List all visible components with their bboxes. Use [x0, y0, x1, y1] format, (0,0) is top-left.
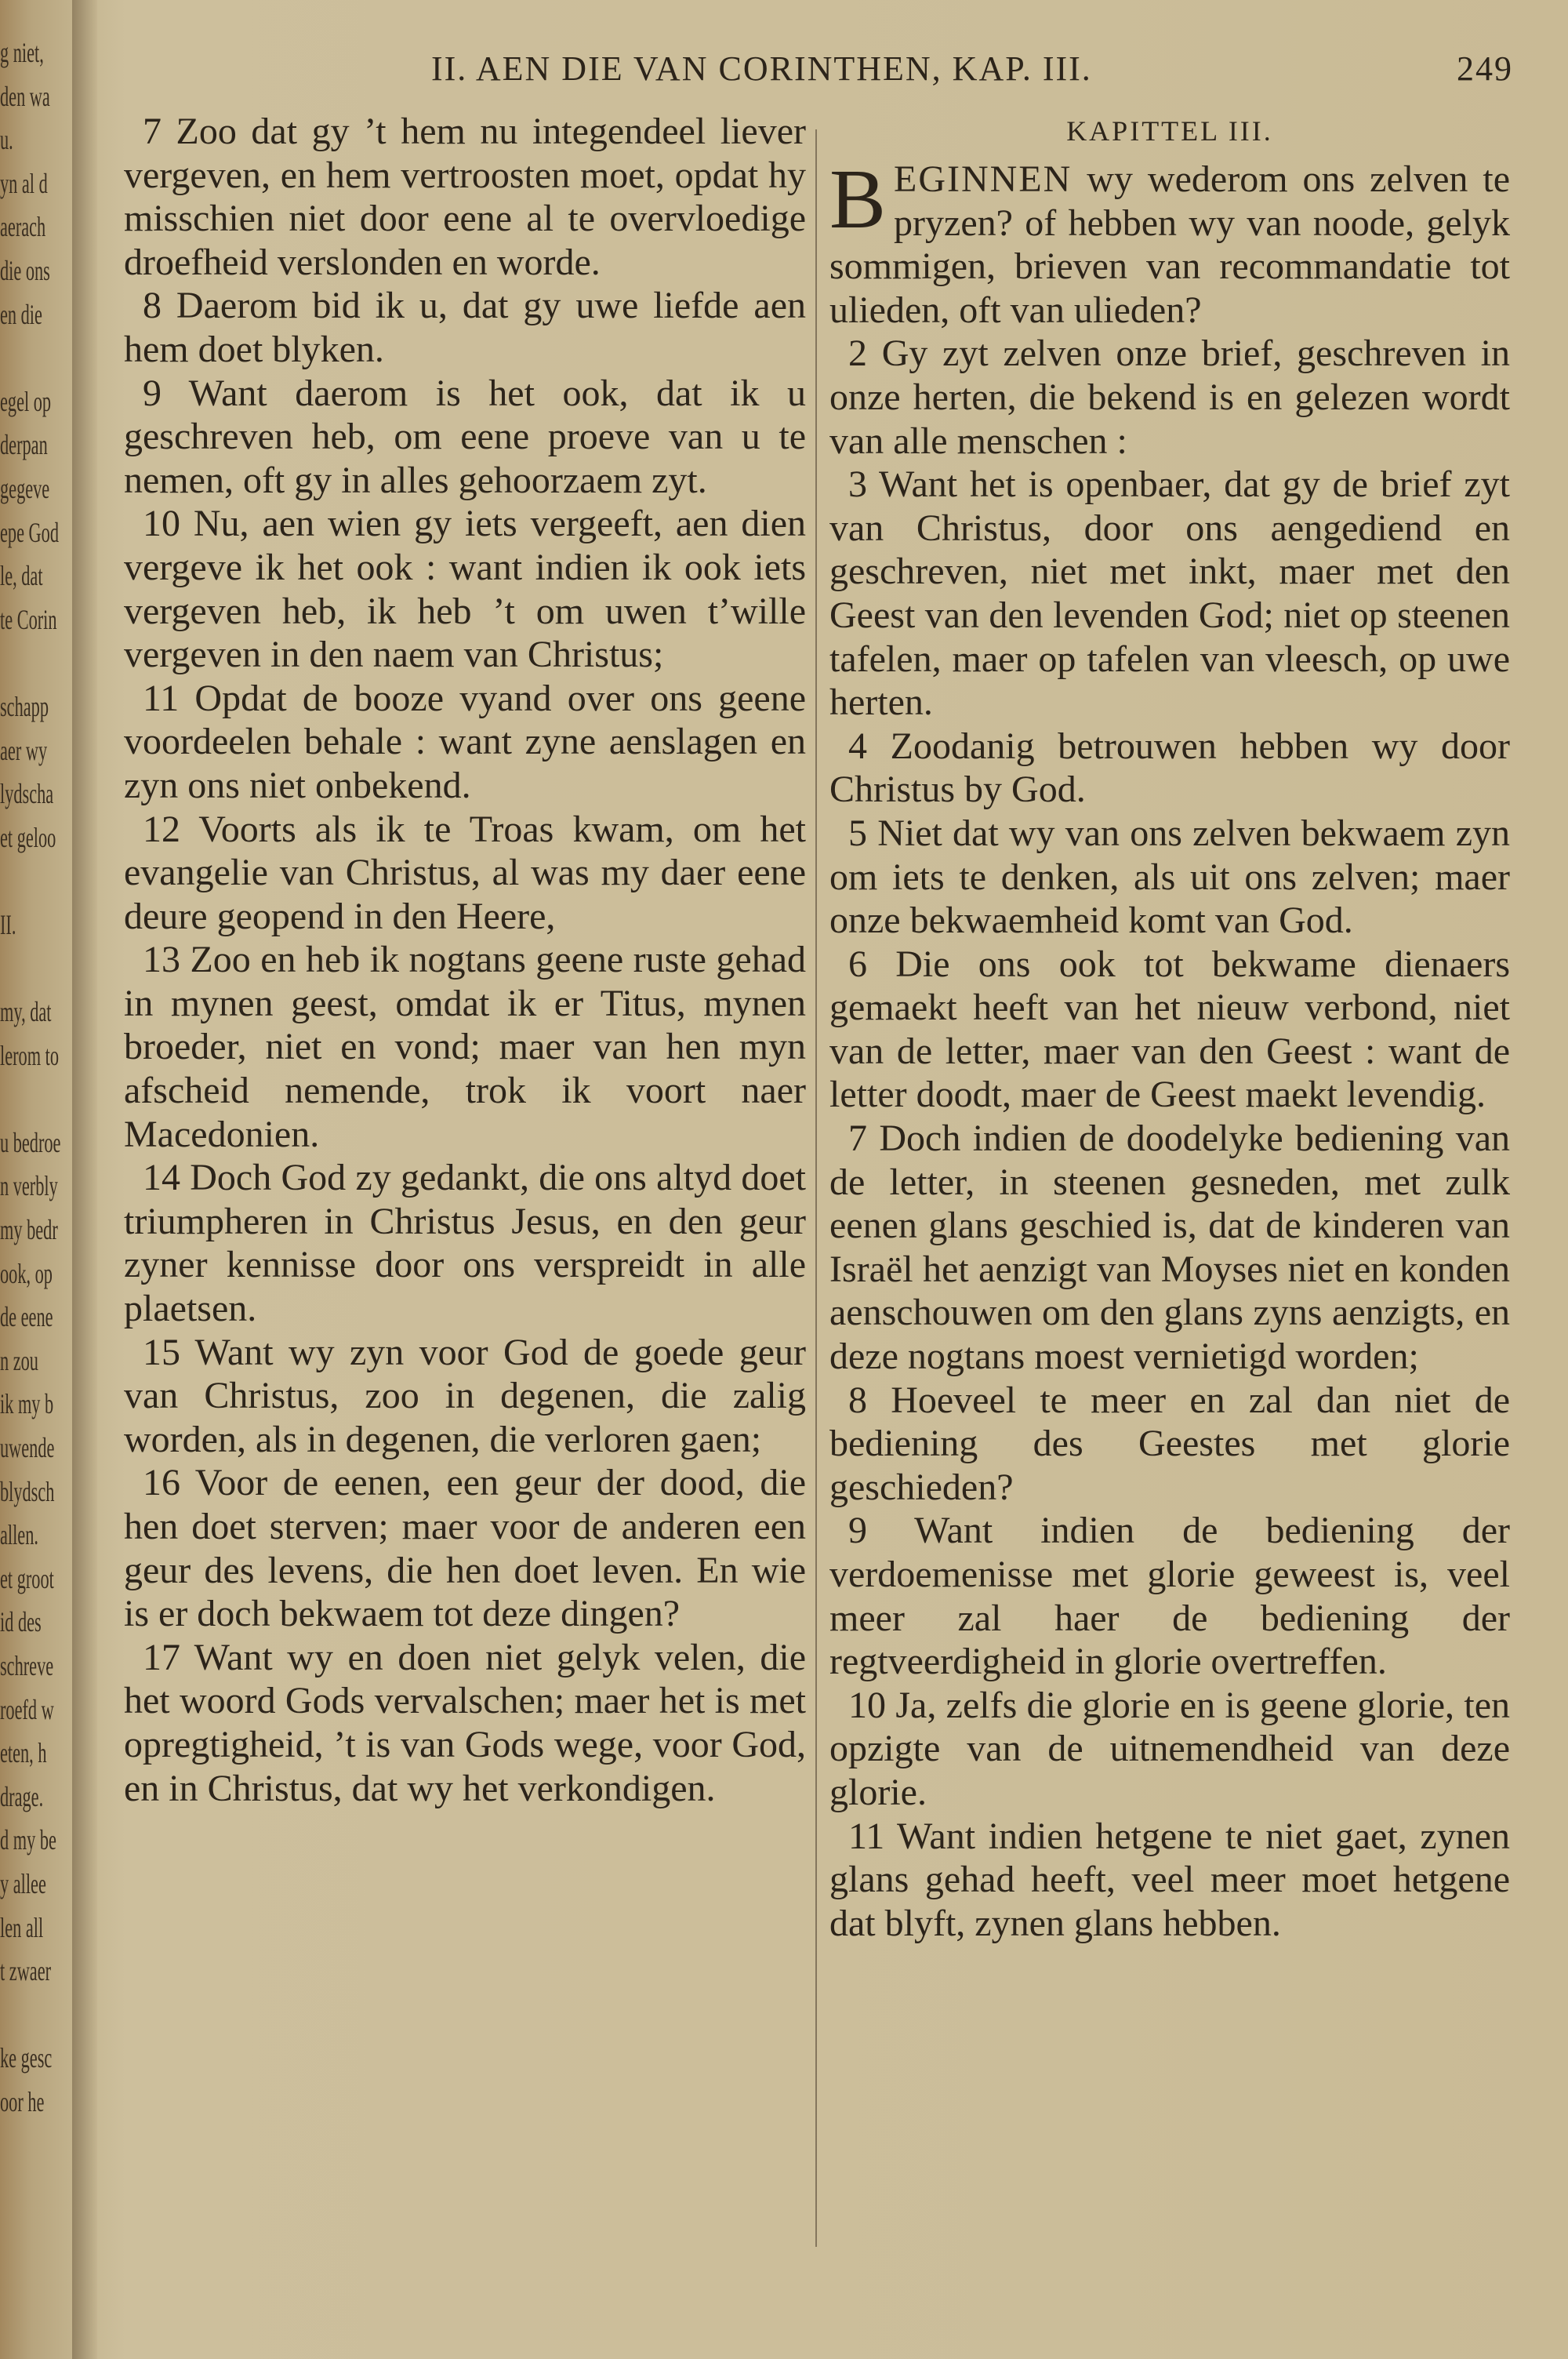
margin-bleed-line: le, dat [0, 560, 43, 592]
margin-bleed-line: die ons [0, 254, 50, 286]
margin-bleed-line: uwende [0, 1432, 55, 1463]
verse-14: 14 Doch God zy gedankt, die ons altyd doet triumpheren in Christus Jesus, en den geur zyner kennisse door ons verspreidt in alle plaetsen. [124, 1157, 806, 1330]
margin-bleed-line: schreve [0, 1649, 54, 1681]
margin-bleed-line: II. [0, 908, 16, 940]
margin-bleed-line: derpan [0, 429, 48, 461]
margin-bleed-line [0, 1078, 57, 1121]
verse-3: 3 Want het is openbaer, dat gy de brief zyt van Christus, door ons aengediend en geschreven, niet met inkt, maer met den Geest van den levenden God; niet op steenen tafelen, maer op tafelen van vleesch, op uwe herten. [829, 463, 1510, 724]
left-column [124, 110, 806, 1810]
margin-bleed-line: lydscha [0, 778, 54, 810]
margin-bleed-line: id des [0, 1606, 42, 1638]
column-rule [815, 129, 817, 2247]
verse-11: 11 Opdat de booze vyand over ons geene voordeelen behale : want zyne aenslagen en zyn ons niet onbekend. [124, 677, 806, 806]
margin-bleed-line: aer wy [0, 734, 48, 766]
margin-bleed-line [0, 1994, 57, 2037]
margin-bleed-line: g niet, [0, 37, 44, 68]
verse-11-right: 11 Want indien hetgene te niet gaet, zynen glans gehad heeft, veel meer moet hetgene dat blyft, zynen glans hebben. [829, 1815, 1510, 1944]
verse-13: 13 Zoo en heb ik nogtans geene ruste gehad in mynen geest, omdat ik er Titus, mynen broeder, niet en vond; maer van hen myn afscheid nemende, trok ik voort naer Macedonien. [124, 939, 806, 1155]
margin-bleed-line: my bedr [0, 1214, 58, 1246]
margin-bleed-line: u bedroe [0, 1126, 61, 1158]
margin-bleed-line: my, dat [0, 996, 52, 1028]
verse-7-right: 7 Doch indien de doodelyke bediening van de letter, in steenen gesneden, met zulk eenen glans geschied is, dat de kinderen van Israël het aenzigt van Moyses niet en konden aenschouwen om den glans zyns aenzigts, en deze nogtans moest vernietigd worden; [829, 1118, 1510, 1378]
margin-bleed-line: len all [0, 1911, 44, 1943]
margin-bleed-line: den wa [0, 80, 50, 112]
page-header [118, 49, 1513, 96]
verse-10: 10 Nu, aen wien gy iets vergeeft, aen dien vergeve ik het ook : want indien ik ook iets vergeven heb, ik heb ’t om uwen t’wille vergeven in den naem van Christus; [124, 503, 806, 676]
margin-bleed-line: yn al d [0, 167, 48, 199]
verse-8-right: 8 Hoeveel te meer en zal dan niet de bediening des Geestes met glorie geschieden? [829, 1379, 1510, 1508]
margin-bleed-line: blydsch [0, 1475, 55, 1507]
margin-bleed-line: eten, h [0, 1737, 47, 1769]
margin-bleed-line: d my be [0, 1824, 56, 1856]
verse-16: 16 Voor de eenen, een geur der dood, die hen doet sterven; maer voor de anderen een geur des levens, die hen doet leven. En wie is er doch bekwaem tot deze dingen? [124, 1462, 806, 1635]
margin-bleed-line: et groot [0, 1562, 54, 1594]
verse-1 [829, 153, 1510, 332]
margin-bleed-line: ke gesc [0, 2042, 53, 2074]
margin-bleed-line [0, 947, 57, 990]
margin-bleed-line: aerach [0, 211, 46, 243]
verse-8: 8 Daerom bid ik u, dat gy uwe liefde aen hem doet blyken. [124, 285, 806, 370]
margin-bleed-line: ik my b [0, 1388, 54, 1420]
verse-9: 9 Want daerom is het ook, dat ik u geschreven heb, om eene proeve van u te nemen, oft gy in alles gehoorzaem zyt. [124, 372, 806, 501]
margin-bleed-line: allen. [0, 1519, 38, 1551]
margin-bleed-line: epe God [0, 516, 60, 548]
running-title: II. AEN DIE VAN CORINTHEN, KAP. III. [431, 49, 1092, 88]
margin-bleed-line: n zou [0, 1344, 38, 1376]
margin-bleed-line [0, 336, 57, 380]
margin-bleed-line: gegeve [0, 472, 50, 504]
verse-2: 2 Gy zyt zelven onze brief, geschreven in onze herten, die bekend is en gelezen wordt van alle menschen : [829, 333, 1510, 462]
verse-1-small-caps: EGINNEN [894, 158, 1073, 200]
book-gutter-shadow [72, 0, 97, 2359]
margin-bleed-line: egel op [0, 385, 52, 417]
margin-bleed-line: en die [0, 298, 42, 330]
chapter-title: KAPITTEL III. [1066, 115, 1273, 147]
verse-4: 4 Zoodanig betrouwen hebben wy door Christus by God. [829, 725, 1510, 811]
margin-bleed-line: oor he [0, 2085, 45, 2117]
verse-1-text: wy wederom ons zelven te pryzen? of hebben wy van noode, gelyk sommigen, brieven van recommandatie tot ulieden, oft van ulieden? [829, 158, 1510, 331]
margin-bleed-line [0, 860, 57, 903]
margin-bleed-line: de eene [0, 1301, 53, 1333]
margin-bleed-line: y allee [0, 1867, 46, 1899]
margin-bleed-line: lerom to [0, 1039, 60, 1071]
drop-cap: B [829, 153, 887, 246]
verse-12: 12 Voorts als ik te Troas kwam, om het evangelie van Christus, al was my daer eene deure geopend in den Heere, [124, 808, 806, 937]
margin-bleed-line: ook, op [0, 1257, 53, 1289]
margin-bleed-line: n verbly [0, 1170, 58, 1202]
right-column [829, 106, 1510, 1945]
margin-bleed-line: t zwaer [0, 1955, 52, 1987]
verse-17: 17 Want wy en doen niet gelyk velen, die het woord Gods vervalschen; maer het is met opregtigheid, ’t is van Gods wege, voor God, en in Christus, dat wy het verkondigen. [124, 1636, 806, 1809]
verse-9-right: 9 Want indien de bediening der verdoemenisse met glorie geweest is, veel meer zal haer de bediening der regtveerdigheid in glorie overtreffen. [829, 1510, 1510, 1683]
margin-bleed-line: roefd w [0, 1693, 54, 1725]
verse-15: 15 Want wy zyn voor God de goede geur van Christus, zoo in degenen, die zalig worden, als in degenen, die verloren gaen; [124, 1331, 806, 1460]
page-number: 249 [1457, 49, 1513, 88]
verse-5: 5 Niet dat wy van ons zelven bekwaem zyn om iets te denken, als uit ons zelven; maer onze bekwaemheid komt van God. [829, 812, 1510, 942]
verse-10-right: 10 Ja, zelfs die glorie en is geene glorie, ten opzigte van de uitnemendheid van deze glorie. [829, 1684, 1510, 1813]
verse-7: 7 Zoo dat gy ’t hem nu integendeel liever vergeven, en hem vertroosten moet, opdat hy misschien niet door eene al te overvloedige droefheid verslonden en worde. [124, 111, 806, 283]
margin-bleed-line: drage. [0, 1780, 44, 1812]
margin-bleed-line: schapp [0, 690, 49, 722]
margin-bleed-line: u. [0, 124, 13, 156]
margin-bleed-line: et geloo [0, 821, 56, 853]
margin-bleed-line [0, 642, 57, 685]
margin-bleed-line: te Corin [0, 603, 57, 635]
verse-6: 6 Die ons ook tot bekwame dienaers gemaekt heeft van het nieuw verbond, niet van de letter, maer van den Geest : want de letter doodt, maer de Geest maekt levendig. [829, 943, 1510, 1116]
